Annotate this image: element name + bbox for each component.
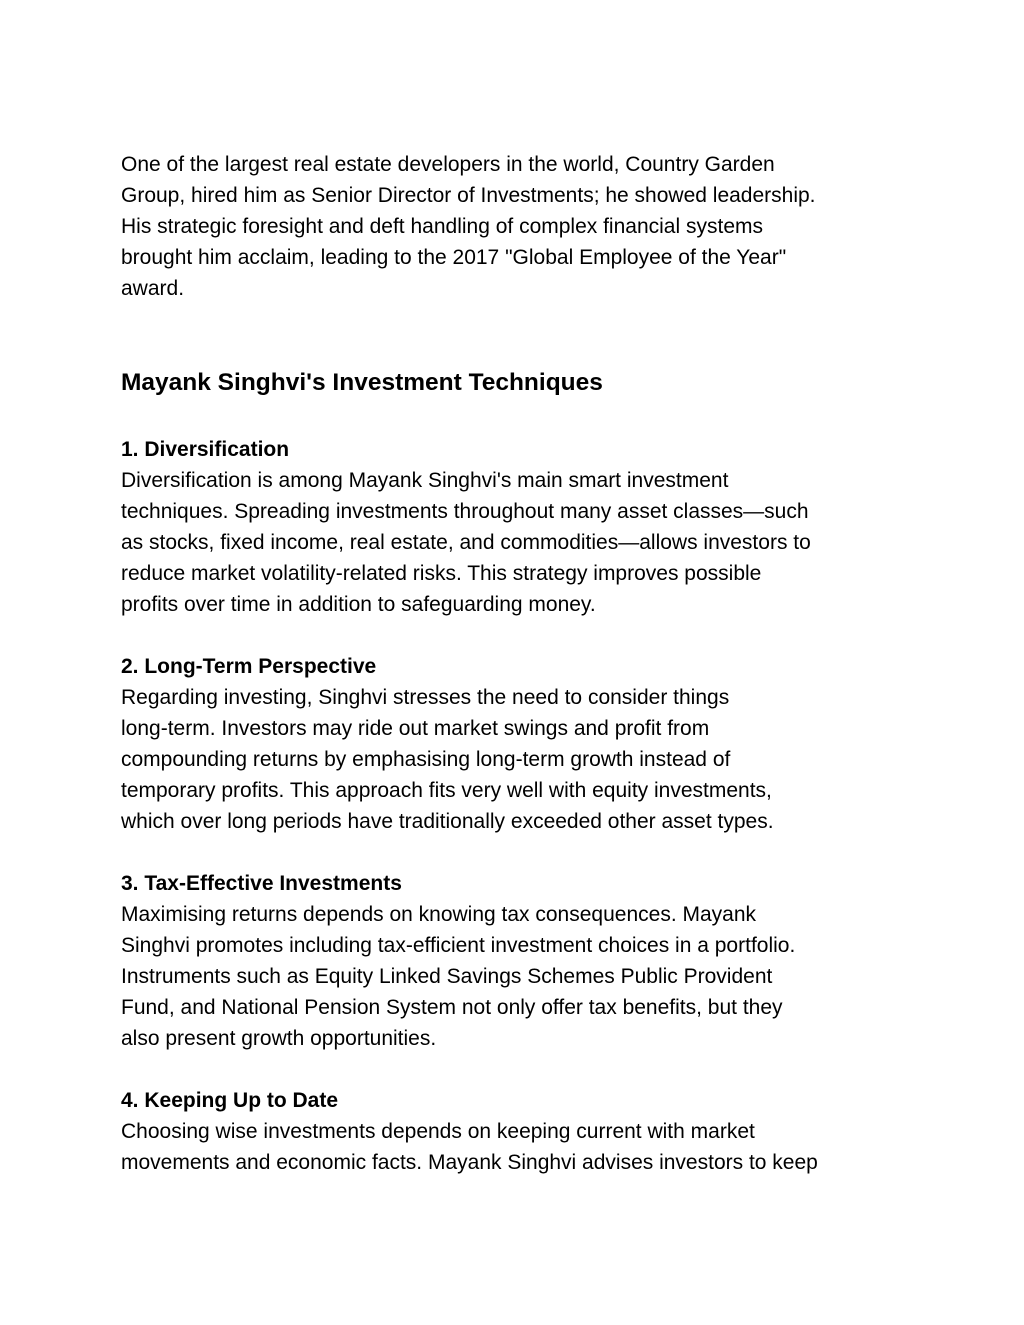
item-line: Diversification is among Mayank Singhvi's main smart investment (121, 469, 729, 492)
intro-line-4: brought him acclaim, leading to the 2017 "Global Employee of the Year" (121, 246, 787, 269)
item-tax-effective-investments (121, 868, 911, 1054)
intro-line-3: His strategic foresight and deft handling of complex financial systems (121, 215, 763, 238)
item-line: reduce market volatility-related risks. This strategy improves possible (121, 562, 762, 585)
item-long-term-perspective (121, 651, 911, 837)
item-line: temporary profits. This approach fits very well with equity investments, (121, 779, 772, 802)
item-keeping-up-to-date (121, 1085, 911, 1178)
item-line: Singhvi promotes including tax-efficient investment choices in a portfolio. (121, 934, 796, 957)
intro-paragraph (121, 149, 911, 304)
item-diversification (121, 434, 911, 620)
item-heading: 1. Diversification (121, 438, 290, 461)
item-line: movements and economic facts. Mayank Singhvi advises investors to keep (121, 1151, 818, 1174)
item-line: which over long periods have traditionally exceeded other asset types. (121, 810, 774, 833)
item-line: Instruments such as Equity Linked Savings Schemes Public Provident (121, 965, 773, 988)
item-line: as stocks, fixed income, real estate, and commodities—allows investors to (121, 531, 811, 554)
item-line: Regarding investing, Singhvi stresses the need to consider things (121, 686, 730, 709)
intro-line-2: Group, hired him as Senior Director of Investments; he showed leadership. (121, 184, 816, 207)
item-line: profits over time in addition to safeguarding money. (121, 593, 596, 616)
document-page (121, 149, 911, 1178)
item-line: compounding returns by emphasising long-term growth instead of (121, 748, 731, 771)
intro-line-5: award. (121, 277, 185, 300)
item-line: also present growth opportunities. (121, 1027, 437, 1050)
item-line: Choosing wise investments depends on keeping current with market (121, 1120, 755, 1143)
section-title: Mayank Singhvi's Investment Techniques (121, 369, 603, 396)
item-line: long-term. Investors may ride out market swings and profit from (121, 717, 710, 740)
item-line: techniques. Spreading investments throughout many asset classes—such (121, 500, 809, 523)
intro-line-1: One of the largest real estate developers in the world, Country Garden (121, 153, 775, 176)
item-line: Maximising returns depends on knowing tax consequences. Mayank (121, 903, 757, 926)
item-line: Fund, and National Pension System not only offer tax benefits, but they (121, 996, 783, 1019)
item-heading: 2. Long-Term Perspective (121, 655, 377, 678)
item-heading: 3. Tax-Effective Investments (121, 872, 402, 895)
item-heading: 4. Keeping Up to Date (121, 1089, 339, 1112)
